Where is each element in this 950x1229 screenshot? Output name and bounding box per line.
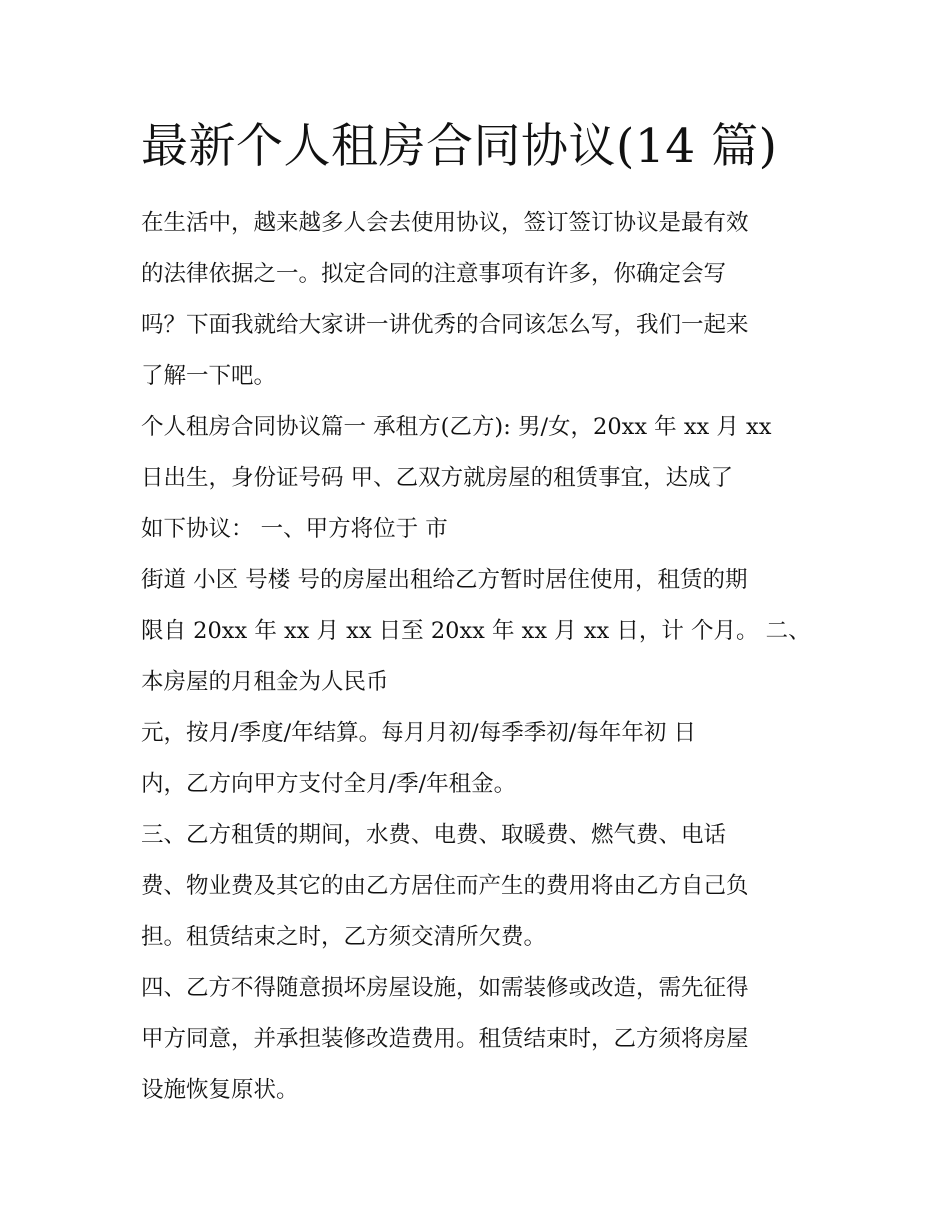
body-line: 担。租赁结束之时，乙方须交清所欠费。: [141, 924, 547, 950]
body-line: 如下协议： 一、甲方将位于 市: [141, 516, 448, 542]
body-line: 费、物业费及其它的由乙方居住而产生的费用将由乙方自己负: [141, 873, 749, 899]
body-line: 日出生，身份证号码 甲、乙双方就房屋的租赁事宜，达成了: [141, 465, 734, 491]
body-line: 吗？下面我就给大家讲一讲优秀的合同该怎么写，我们一起来: [141, 312, 749, 338]
body-line: 限自 20xx 年 xx 月 xx 日至 20xx 年 xx 月 xx 日，计 个月。 二、: [141, 618, 811, 644]
body-line: 设施恢复原状。: [141, 1077, 299, 1103]
body-line: 的法律依据之一。拟定合同的注意事项有许多，你确定会写: [141, 261, 727, 287]
body-line: 四、乙方不得随意损坏房屋设施，如需装修或改造，需先征得: [141, 975, 749, 1001]
document-body: [141, 198, 821, 1116]
body-line: 元，按月/季度/年结算。每月月初/每季季初/每年年初 日: [141, 720, 696, 746]
body-line: 甲方同意，并承担装修改造费用。租赁结束时，乙方须将房屋: [141, 1026, 749, 1052]
body-line: 内，乙方向甲方支付全月/季/年租金。: [141, 771, 517, 797]
body-line: 本房屋的月租金为人民币: [141, 669, 389, 695]
body-line: 了解一下吧。: [141, 363, 277, 389]
body-line: 在生活中，越来越多人会去使用协议，签订签订协议是最有效: [141, 210, 749, 236]
body-line: 三、乙方租赁的期间，水费、电费、取暖费、燃气费、电话: [141, 822, 727, 848]
body-line: 街道 小区 号楼 号的房屋出租给乙方暂时居住使用，租赁的期: [141, 567, 748, 593]
body-line: 个人租房合同协议篇一 承租方(乙方): 男/女，20xx 年 xx 月 xx: [141, 414, 772, 440]
document-title: 最新个人租房合同协议(14 篇): [141, 119, 778, 174]
